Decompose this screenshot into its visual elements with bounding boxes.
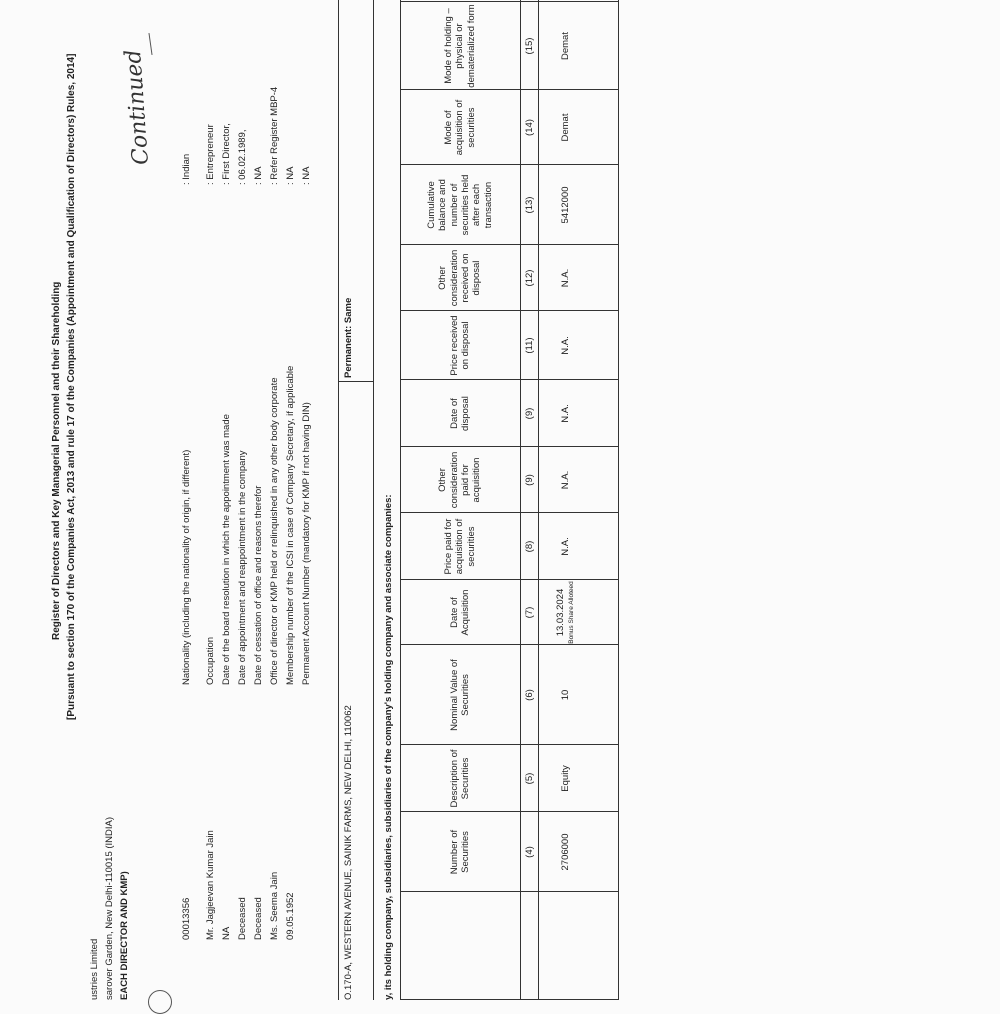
cell-mode-acquisition: Demat	[560, 113, 571, 142]
colnum-14: (14)	[524, 119, 535, 136]
header-date-acquisition: Date of Acquisition	[448, 589, 471, 636]
cell-other-consideration-received: N.A.	[560, 268, 571, 288]
left-value-5: Deceased	[253, 897, 264, 940]
pan-label: Permanent Account Number (mandatory for KMP if not having DIN)	[301, 402, 312, 685]
cell-cumulative-balance: 5412000	[560, 186, 571, 224]
cessation-label: Date of cessation of office and reasons therefor	[253, 485, 264, 685]
left-value-4: Deceased	[237, 897, 248, 940]
father-name-value: Mr. Jagjeevan Kumar Jain	[205, 830, 216, 940]
cell-nominal-value: 10	[560, 689, 571, 701]
left-value-3: NA	[221, 926, 232, 940]
circle-mark	[148, 990, 172, 1014]
icsi-membership-value: : NA	[285, 166, 296, 185]
col-line-9	[400, 310, 618, 311]
icsi-membership-label: Membership number of the ICSI in case of Company Secretary, if applicable	[285, 365, 296, 685]
board-resolution-value: : First Director,	[221, 123, 232, 185]
register-title: Register of Directors and Key Managerial Personnel and their Shareholding	[51, 281, 62, 640]
appointment-date-value: : 06.02.1989,	[237, 129, 248, 185]
table-number-rule	[520, 0, 521, 1000]
occupation-label: Occupation	[205, 636, 216, 685]
col-line-8	[400, 379, 618, 380]
col-line-6	[400, 512, 618, 513]
nationality-label: Nationality (including the nationality of origin, if different)	[181, 449, 192, 685]
col-line-11	[400, 164, 618, 165]
table-top-rule	[400, 0, 401, 1000]
colnum-6: (6)	[524, 689, 535, 701]
table-data-rule	[538, 0, 539, 1000]
nationality-value: : Indian	[181, 153, 192, 185]
header-nominal-value: Nominal Value of Securities	[448, 659, 471, 731]
col-line-2	[400, 811, 618, 812]
appointment-date-label: Date of appointment and reappointment in the company	[237, 450, 248, 685]
col-line-3	[400, 744, 618, 745]
address-rule	[373, 0, 374, 1000]
colnum-11: (11)	[524, 337, 535, 354]
cell-description: Equity	[560, 765, 571, 792]
colnum-9b: (9)	[524, 407, 535, 420]
register-subtitle: [Pursuant to section 170 of the Companies Act, 2013 and rule 17 of the Companies (Appointment and Qualification of Directors) Rules, 2014]	[66, 53, 77, 720]
colnum-5: (5)	[524, 772, 535, 785]
header-cumulative-balance: Cumulative balance and number of securities held after each transaction	[425, 174, 494, 236]
header-description: Description of Securities	[448, 749, 471, 808]
colnum-12: (12)	[524, 269, 535, 287]
colnum-7: (7)	[524, 606, 535, 619]
company-name: ustries Limited	[89, 938, 100, 1000]
occupation-value: : Entrepreneur	[205, 124, 216, 185]
holding-heading: y, its holding company, subsidiaries, subsidiaries of the company's holding company and associate companies:	[383, 494, 394, 1000]
col-line-7	[400, 446, 618, 447]
section-heading: EACH DIRECTOR AND KMP)	[119, 871, 130, 1000]
cell-mode-holding: Demat	[560, 32, 571, 60]
cell-price-received: N.A.	[560, 336, 571, 355]
board-resolution-label: Date of the board resolution in which the appointment was made	[221, 414, 232, 685]
handwritten-stroke	[148, 33, 152, 55]
cell-date-acquisition: 13.03.2024	[555, 588, 566, 637]
col-line-5	[400, 579, 618, 580]
spouse-name-value: Ms. Seema Jain	[269, 871, 280, 940]
colnum-8: (8)	[524, 540, 535, 553]
colnum-15: (15)	[524, 37, 535, 55]
cessation-value: : NA	[253, 166, 264, 185]
header-mode-acquisition: Mode of acquisition of securities	[442, 99, 477, 156]
colnum-13: (13)	[524, 196, 535, 214]
address-divider	[338, 381, 373, 382]
other-office-value: : Refer Register MBP-4	[269, 86, 280, 185]
cell-other-consideration-paid: N.A.	[560, 470, 571, 490]
section-rule	[338, 0, 339, 1000]
present-address: O.170-A, WESTERN AVENUE, SAINIK FARMS, NEW DELHI, 110062	[343, 705, 354, 1000]
col-line-4	[400, 644, 618, 645]
cell-price-paid: N.A.	[560, 537, 571, 556]
header-price-received: Price received on disposal	[448, 315, 471, 376]
col-line-13	[400, 1, 618, 2]
col-line-12	[400, 89, 618, 90]
col-line-1	[400, 891, 618, 892]
cell-number-of-securities: 2706000	[560, 833, 571, 871]
cell-date-disposal: N.A.	[560, 404, 571, 423]
other-office-label: Office of director or KMP held or relinquished in any other body corporate	[269, 377, 280, 685]
din-value: 00013356	[181, 897, 192, 940]
header-other-consideration-paid: Other consideration paid for acquisition	[437, 451, 483, 509]
colnum-4: (4)	[524, 846, 535, 858]
permanent-address: Permanent: Same	[343, 297, 354, 378]
table-bottom-rule	[618, 0, 619, 1000]
dob-value: 09.05.1952	[285, 892, 296, 940]
header-other-consideration-received: Other consideration received on disposal	[437, 249, 483, 307]
header-date-disposal: Date of disposal	[448, 396, 471, 431]
header-mode-holding: Mode of holding – physical or dematerialized form	[442, 4, 477, 88]
col-line-10	[400, 244, 618, 245]
header-price-paid: Price paid for acquisition of securities	[442, 518, 477, 575]
colnum-9a: (9)	[524, 474, 535, 486]
cell-acquisition-note: Bonus Share Alloteed	[568, 581, 575, 644]
handwritten-continued: Continued	[120, 48, 155, 166]
pan-value: : NA	[301, 166, 312, 185]
header-number-of-securities: Number of Securities	[448, 829, 471, 875]
company-address: sarover Garden, New Delhi-110015 (INDIA)	[104, 816, 115, 1000]
